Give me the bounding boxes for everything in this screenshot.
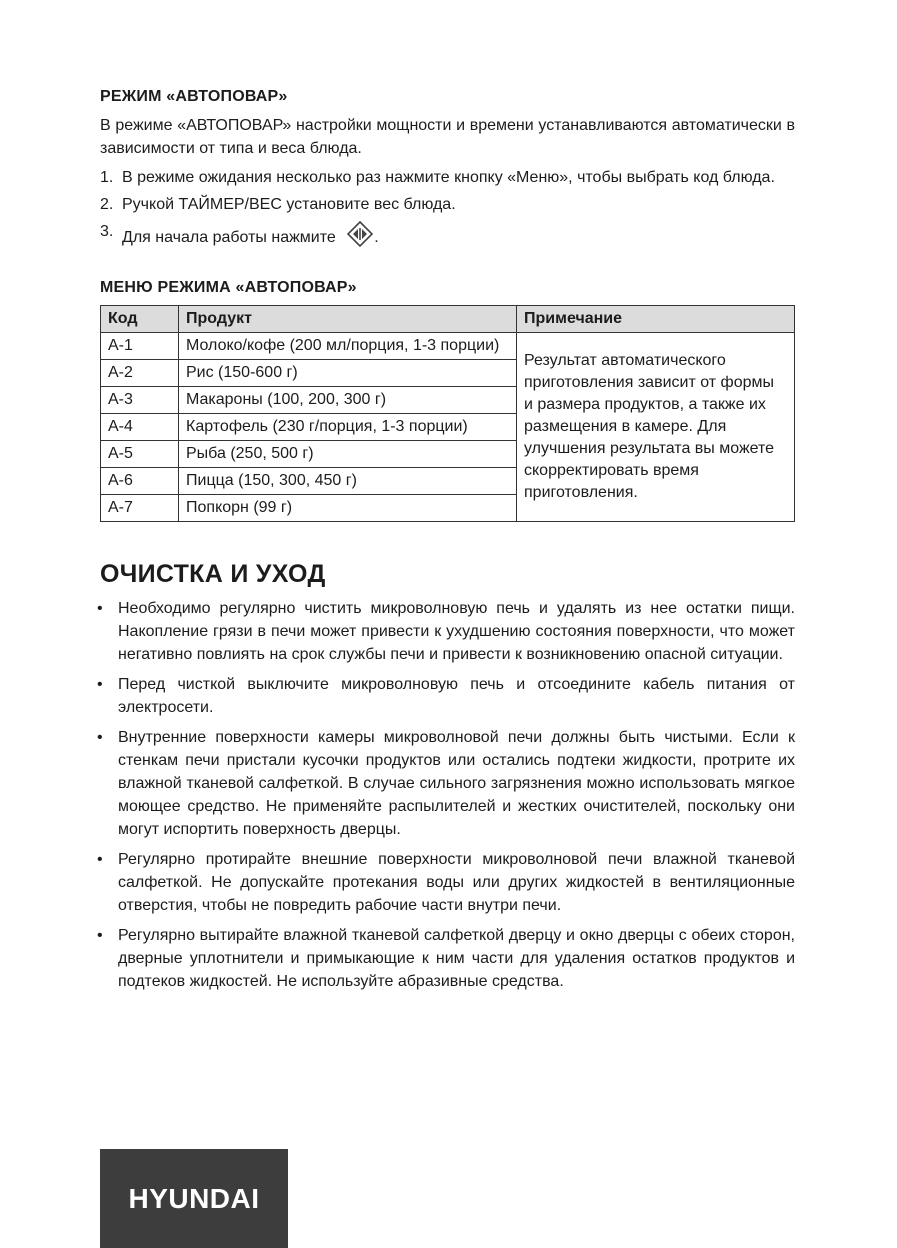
- autocook-steps: [100, 166, 795, 249]
- step-text: Ручкой ТАЙМЕР/ВЕС установите вес блюда.: [122, 196, 456, 213]
- bullet: •: [97, 927, 103, 944]
- bullet: •: [97, 600, 103, 617]
- header-code: Код: [101, 306, 179, 333]
- cell-code: А-6: [101, 468, 179, 495]
- cell-code: А-1: [101, 333, 179, 360]
- step-item: [100, 193, 795, 216]
- header-product: Продукт: [179, 306, 517, 333]
- cell-note: Результат автоматического приготовления зависит от формы и размера продуктов, а также их размещения в камере. Для улучшения результата вы можете скорректировать время приготовления.: [517, 333, 795, 522]
- bullet: •: [97, 729, 103, 746]
- step-number: 1.: [100, 169, 114, 186]
- autocook-title: РЕЖИМ «АВТОПОВАР»: [100, 88, 288, 105]
- menu-title: МЕНЮ РЕЖИМА «АВТОПОВАР»: [100, 279, 357, 296]
- list-item: [97, 673, 795, 719]
- cell-code: А-4: [101, 414, 179, 441]
- cleaning-title: ОЧИСТКА И УХОД: [100, 560, 326, 588]
- list-item-text: Необходимо регулярно чистить микроволновую печь и удалять из нее остатки пищи. Накопление грязи в печи может привести к ухудшению состояния поверхности, что может негативно повлиять на срок службы печи и привести к возникновению опасной ситуации.: [118, 600, 795, 663]
- autocook-menu-table: [100, 305, 795, 522]
- cell-code: А-3: [101, 387, 179, 414]
- step-item: [100, 166, 795, 189]
- step-number: 3.: [100, 223, 114, 240]
- cell-product: Молоко/кофе (200 мл/порция, 1-3 порции): [179, 333, 517, 360]
- cell-product: Попкорн (99 г): [179, 495, 517, 522]
- list-item-text: Перед чисткой выключите микроволновую печь и отсоедините кабель питания от электросети.: [118, 676, 795, 716]
- bullet: •: [97, 851, 103, 868]
- list-item: [97, 848, 795, 917]
- cleaning-list: [97, 597, 795, 993]
- cell-code: А-2: [101, 360, 179, 387]
- cell-product: Рыба (250, 500 г): [179, 441, 517, 468]
- step-item: [100, 220, 795, 249]
- list-item-text: Регулярно протирайте внешние поверхности микроволновой печи влажной тканевой салфеткой. Не допускайте протекания воды или других жидкостей в вентиляционные отверстия, чтобы не повредить рабочие части внутри печи.: [118, 851, 795, 914]
- list-item: [97, 924, 795, 993]
- list-item: [97, 726, 795, 841]
- table-header-row: [101, 306, 795, 333]
- step-number: 2.: [100, 196, 114, 213]
- list-item: [97, 597, 795, 666]
- cell-product: Рис (150-600 г): [179, 360, 517, 387]
- step-text: В режиме ожидания несколько раз нажмите кнопку «Меню», чтобы выбрать код блюда.: [122, 169, 775, 186]
- cell-product: Пицца (150, 300, 450 г): [179, 468, 517, 495]
- cell-code: А-5: [101, 441, 179, 468]
- page-content: [97, 88, 795, 1000]
- autocook-intro: В режиме «АВТОПОВАР» настройки мощности и времени устанавливаются автоматически в зависимости от типа и веса блюда.: [100, 117, 795, 157]
- list-item-text: Внутренние поверхности камеры микроволновой печи должны быть чистыми. Если к стенкам печи пристали кусочки продуктов или остались подтеки жидкости, протрите их влажной тканевой салфеткой. В случае сильного загрязнения можно использовать мягкое моющее средство. Не применяйте распылителей и жестких очистителей, поскольку они могут испортить поверхность дверцы.: [118, 729, 795, 838]
- cell-code: А-7: [101, 495, 179, 522]
- table-row: [101, 333, 795, 360]
- cell-product: Картофель (230 г/порция, 1-3 порции): [179, 414, 517, 441]
- step-text: Для начала работы нажмите: [122, 229, 336, 246]
- start-stop-icon: [346, 220, 374, 248]
- bullet: •: [97, 676, 103, 693]
- header-note: Примечание: [517, 306, 795, 333]
- list-item-text: Регулярно вытирайте влажной тканевой салфеткой дверцу и окно дверцы с обеих сторон, дверные уплотнители и примыкающие к ним части для удаления остатков продуктов и подтеков жидкостей. Не используйте абразивные средства.: [118, 927, 795, 990]
- step-suffix: .: [374, 229, 379, 246]
- brand-logo: HYUNDAI: [100, 1149, 288, 1248]
- cell-product: Макароны (100, 200, 300 г): [179, 387, 517, 414]
